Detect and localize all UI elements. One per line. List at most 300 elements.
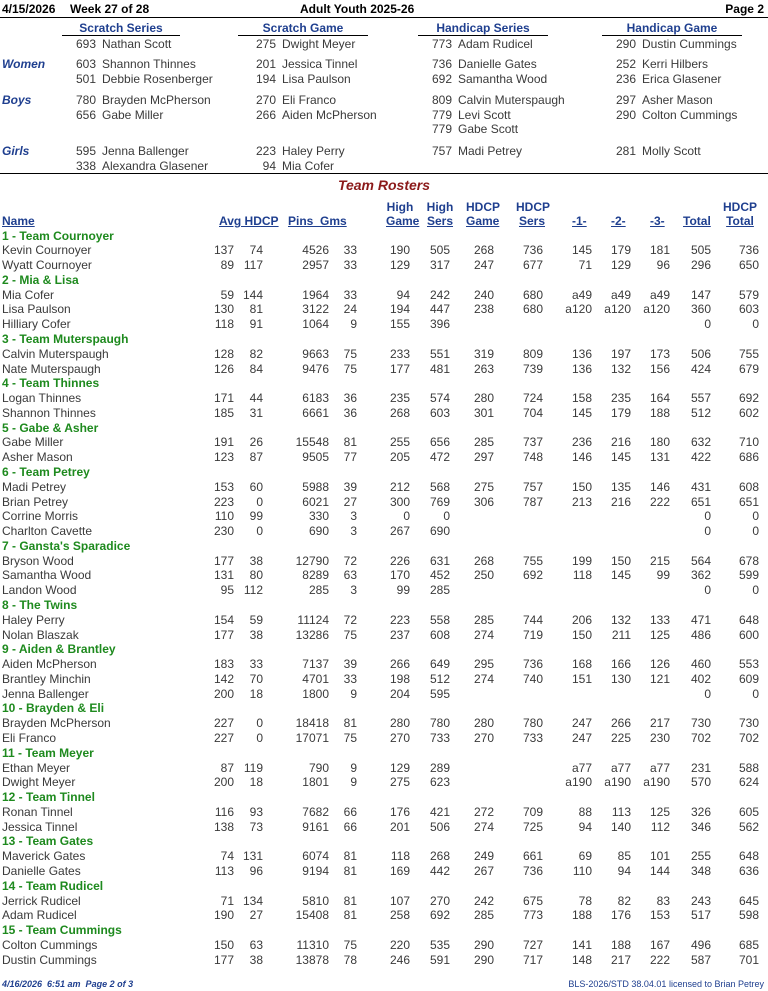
player-stat: 268 [473,243,494,258]
player-row [0,820,768,835]
player-name: Nolan Blaszak [2,627,79,642]
player-stat: 274 [473,671,494,686]
player-stat: 609 [738,671,759,686]
player-stat: 701 [738,952,759,967]
leader-entry [426,144,522,159]
player-stat: 422 [690,450,711,465]
player-stat: 249 [473,849,494,864]
player-stat: 3122 [302,302,329,317]
player-stat: 84 [249,361,263,376]
player-stat: 675 [522,893,543,908]
col-game-2: -2- [611,214,626,228]
player-stat: 0 [704,317,711,332]
player-stat: 275 [389,775,410,790]
player-stat: 225 [610,731,631,746]
leader-score: 275 [255,37,276,51]
leader-cell [250,37,355,52]
player-stat: 246 [389,952,410,967]
player-stat: 155 [389,317,410,332]
player-stat: 77 [343,450,357,465]
player-stat: 179 [610,405,631,420]
player-stat: 603 [429,405,450,420]
player-stat: 132 [610,612,631,627]
player-stat: 26 [249,435,263,450]
player-stat: 7682 [302,804,329,819]
player-row [0,731,768,746]
player-stat: 290 [473,952,494,967]
leader-entry [426,72,547,87]
player-stat: 136 [571,346,592,361]
player-stat: 330 [308,509,329,524]
player-stat: 600 [738,627,759,642]
player-name: Ethan Meyer [2,760,71,775]
leader-name: Calvin Muterspaugh [458,93,565,107]
player-stat: 216 [610,494,631,509]
player-stat: 690 [308,524,329,539]
leader-cell [610,93,737,122]
leader-score: 236 [615,71,636,86]
player-stat: 145 [571,405,592,420]
player-name: Brayden McPherson [2,716,111,731]
player-stat: 126 [649,657,670,672]
player-name: Hilliary Cofer [2,317,71,332]
col-high-sers-line2: Sers [426,214,454,228]
player-stat: 66 [343,819,357,834]
player-stat: 280 [389,716,410,731]
player-row [0,894,768,909]
player-stat: 81 [343,893,357,908]
player-stat: 506 [690,346,711,361]
player-row [0,524,768,539]
player-stat: 13286 [295,627,329,642]
player-name: Logan Thinnes [2,391,82,406]
leader-name: Jessica Tinnel [282,57,358,71]
player-stat: 99 [656,568,670,583]
player-stat: 18418 [295,716,329,731]
player-stat: 33 [343,671,357,686]
player-stat: a120 [643,302,670,317]
player-name: Corrine Morris [2,509,79,524]
player-stat: 755 [522,553,543,568]
player-stat: 243 [690,893,711,908]
leader-column-header: Handicap Game [602,22,742,36]
leader-entry [250,159,345,174]
player-stat: 81 [343,716,357,731]
player-stat: 360 [690,302,711,317]
player-stat: 136 [571,361,592,376]
player-stat: 266 [389,657,410,672]
player-stat: 421 [429,804,450,819]
leader-score: 693 [75,37,96,51]
player-row [0,628,768,643]
report-date: 4/15/2026 [2,2,56,16]
player-stat: 460 [690,657,711,672]
player-stat: 579 [738,287,759,302]
player-stat: 686 [738,450,759,465]
player-stat: 557 [690,391,711,406]
leader-score: 736 [431,57,452,71]
leader-score: 809 [431,93,452,107]
player-stat: 128 [213,346,234,361]
player-stat: 692 [522,568,543,583]
player-stat: 0 [704,583,711,598]
team-header: 6 - Team Petrey [2,464,90,479]
leader-name: Colton Cummings [642,107,738,122]
player-stat: 0 [752,317,759,332]
leader-score: 603 [75,57,96,71]
leader-name: Gabe Scott [458,122,519,136]
player-stat: 236 [571,435,592,450]
footer-left: 4/16/2026 6:51 am Page 2 of 3 [2,979,134,989]
player-stat: 130 [610,671,631,686]
player-stat: 737 [522,435,543,450]
player-stat: 131 [649,450,670,465]
leader-entry [250,37,355,52]
week-label: Week 27 of 28 [70,2,150,16]
player-stat: 599 [738,568,759,583]
player-stat: 362 [690,568,711,583]
player-stat: 217 [610,952,631,967]
player-row [0,716,768,731]
player-stat: 170 [389,568,410,583]
player-stat: 6183 [302,391,329,406]
player-name: Dustin Cummings [2,952,97,967]
leader-column-header: Handicap Series [418,22,548,36]
player-stat: 66 [343,804,357,819]
player-stat: 603 [738,302,759,317]
leader-cell [426,57,547,86]
player-stat: 33 [343,258,357,273]
col-high-game-line2: Game [386,214,420,228]
player-stat: 512 [429,671,450,686]
player-name: Eli Franco [2,731,57,746]
player-stat: 101 [649,849,670,864]
player-stat: 166 [610,657,631,672]
player-name: Jerrick Rudicel [2,893,81,908]
rosters-title: Team Rosters [337,177,431,193]
player-stat: 150 [571,479,592,494]
player-stat: 1800 [302,686,329,701]
player-stat: 396 [429,317,450,332]
player-stat: 197 [610,346,631,361]
leader-name: Mia Cofer [282,158,335,173]
leader-score: 281 [615,144,636,158]
player-stat: 274 [473,627,494,642]
player-stat: 200 [213,775,234,790]
player-stat: 95 [220,583,234,598]
player-row [0,554,768,569]
player-stat: 250 [473,568,494,583]
leader-entry [426,57,547,72]
player-stat: 198 [389,671,410,686]
player-stat: 685 [738,937,759,952]
player-stat: 144 [649,864,670,879]
leader-name: Eli Franco [282,93,337,107]
player-stat: 27 [249,908,263,923]
player-stat: 125 [649,804,670,819]
leader-name: Samantha Wood [458,71,548,86]
player-stat: 233 [389,346,410,361]
player-stat: 574 [429,391,450,406]
player-stat: 296 [690,258,711,273]
player-stat: 595 [429,686,450,701]
player-stat: 38 [249,553,263,568]
player-stat: 512 [690,405,711,420]
player-stat: 81 [343,908,357,923]
leader-name: Danielle Gates [458,57,537,71]
player-stat: 110 [572,864,592,879]
player-stat: 145 [610,450,631,465]
player-stat: 177 [213,627,234,642]
player-stat: 12790 [295,553,329,568]
team-header: 13 - Team Gates [2,834,94,849]
player-row [0,435,768,450]
player-stat: 33 [249,657,263,672]
player-stat: 63 [249,937,263,952]
player-stat: 33 [343,243,357,258]
leader-score: 779 [431,122,452,136]
player-stat: 177 [213,553,234,568]
player-stat: 190 [213,908,234,923]
player-stat: 8289 [302,568,329,583]
player-stat: 222 [649,952,670,967]
player-stat: 113 [611,804,631,819]
player-stat: 608 [738,479,759,494]
player-stat: 270 [389,731,410,746]
player-stat: 4526 [302,243,329,258]
col-high-game [386,200,420,228]
player-stat: 6021 [302,494,329,509]
leader-name: Asher Mason [642,93,713,107]
player-stat: 226 [389,553,410,568]
player-stat: 9 [350,775,357,790]
player-stat: 447 [429,302,450,317]
player-stat: 717 [522,952,543,967]
col-game-1: -1- [572,214,587,228]
player-stat: 733 [522,731,543,746]
player-stat: 156 [649,361,670,376]
player-stat: 44 [249,391,263,406]
player-stat: 177 [389,361,410,376]
player-stat: 154 [213,612,234,627]
player-stat: 631 [429,553,450,568]
player-row [0,362,768,377]
player-stat: 27 [343,494,357,509]
player-name: Colton Cummings [2,937,98,952]
player-stat: 0 [752,524,759,539]
player-row [0,583,768,598]
leader-score: 94 [262,158,276,173]
player-stat: 535 [429,937,450,952]
player-stat: 227 [213,731,234,746]
player-stat: 96 [656,258,670,273]
player-stat: 268 [389,405,410,420]
player-stat: 74 [249,243,263,258]
leader-name: Levi Scott [458,107,511,122]
player-stat: 0 [256,524,263,539]
leader-entry [250,57,357,72]
leader-name: Kerri Hilbers [642,57,709,71]
player-stat: 736 [522,864,543,879]
leader-name: Adam Rudicel [458,37,533,51]
player-stat: 235 [389,391,410,406]
player-stat: 17071 [295,731,329,746]
leader-column-header: Scratch Game [238,22,368,36]
player-stat: 153 [649,908,670,923]
col-hdcp-total-line1: HDCP [722,200,757,214]
leader-score: 270 [255,93,276,107]
player-row [0,406,768,421]
team-header: 1 - Team Cournoyer [2,228,114,243]
player-row [0,761,768,776]
leader-cell [70,37,171,52]
player-stat: 141 [571,937,592,952]
leader-cell [250,144,345,173]
player-stat: 730 [690,716,711,731]
player-name: Charlton Cavette [2,524,93,539]
player-stat: 740 [522,671,543,686]
player-stat: 0 [256,494,263,509]
player-stat: 240 [473,287,494,302]
col-hdcp-total [722,200,758,228]
player-stat: 18 [249,775,263,790]
player-stat: 424 [690,361,711,376]
player-stat: 144 [242,287,263,302]
col-hdcp-sers-line1: HDCP [516,200,551,214]
player-stat: 87 [249,450,263,465]
player-stat: 131 [213,568,234,583]
player-stat: 60 [249,479,263,494]
player-stat: 452 [429,568,450,583]
player-stat: 242 [473,893,494,908]
player-stat: 0 [403,509,410,524]
player-stat: 107 [389,893,410,908]
leader-name: Erica Glasener [642,71,722,86]
player-stat: 649 [429,657,450,672]
player-stat: 719 [522,627,543,642]
player-stat: 1064 [302,317,329,332]
leader-entry [610,93,737,108]
player-stat: 118 [214,317,234,332]
player-stat: 709 [522,804,543,819]
player-name: Aiden McPherson [2,657,97,672]
player-stat: 118 [390,849,410,864]
player-stat: 268 [429,849,450,864]
player-stat: 690 [429,524,450,539]
player-stat: 247 [473,258,494,273]
player-stat: 0 [752,686,759,701]
player-stat: 13878 [295,952,329,967]
leader-entry [250,108,377,123]
player-stat: 632 [690,435,711,450]
leader-cell [610,37,737,52]
leader-name: Aiden McPherson [282,107,377,122]
player-name: Jenna Ballenger [2,686,89,701]
player-name: Brantley Minchin [2,671,91,686]
leader-entry [610,57,721,72]
player-stat: 150 [610,553,631,568]
leader-name: Alexandra Glasener [102,158,209,173]
player-stat: 70 [249,671,263,686]
league-name: Adult Youth 2025-26 [300,2,415,16]
player-stat: 1964 [302,287,329,302]
player-stat: 9505 [302,450,329,465]
player-stat: 280 [473,391,494,406]
player-stat: 190 [389,243,410,258]
player-stat: 636 [738,864,759,879]
player-stat: 290 [473,937,494,952]
player-stat: 126 [213,361,234,376]
player-stat: 38 [249,952,263,967]
player-stat: 131 [242,849,263,864]
player-stat: 3 [350,509,357,524]
player-stat: 744 [522,612,543,627]
player-stat: 710 [738,435,759,450]
player-stat: 295 [473,657,494,672]
player-stat: 558 [429,612,450,627]
player-stat: 755 [738,346,759,361]
player-stat: 680 [522,287,543,302]
player-row [0,480,768,495]
leader-cell [70,57,213,86]
player-row [0,302,768,317]
player-stat: 656 [429,435,450,450]
player-stat: 9 [350,317,357,332]
team-header: 3 - Team Muterspaugh [2,331,129,346]
leader-entry [610,37,737,52]
player-stat: a77 [571,760,592,775]
player-stat: 736 [522,657,543,672]
player-stat: 150 [213,937,234,952]
player-stat: 692 [429,908,450,923]
player-stat: 18 [249,686,263,701]
leader-score: 773 [431,37,452,51]
player-name: Jessica Tinnel [2,819,78,834]
player-stat: 605 [738,804,759,819]
player-stat: 33 [343,287,357,302]
player-stat: 757 [522,479,543,494]
player-name: Nate Muterspaugh [2,361,101,376]
leader-score: 501 [75,71,96,86]
col-hdcp-sers-line2: Sers [518,214,546,228]
leader-score: 692 [431,71,452,86]
leader-entry [610,144,701,159]
player-stat: 267 [473,864,494,879]
player-stat: 171 [213,391,234,406]
player-stat: 11124 [297,612,329,627]
leaders-rule [0,173,768,174]
player-row [0,347,768,362]
player-stat: 651 [738,494,759,509]
player-stat: 81 [249,302,263,317]
player-stat: 270 [429,893,450,908]
player-stat: 138 [213,819,234,834]
player-stat: 506 [429,819,450,834]
player-stat: 91 [249,317,263,332]
player-stat: 38 [249,627,263,642]
player-stat: 623 [429,775,450,790]
leader-entry [70,159,208,174]
player-stat: 301 [473,405,494,420]
player-row [0,775,768,790]
leader-column-header: Scratch Series [62,22,180,36]
player-stat: 112 [243,583,263,598]
player-stat: 81 [343,435,357,450]
player-stat: 87 [220,760,234,775]
leader-entry [250,93,377,108]
player-stat: a120 [604,302,631,317]
player-name: Samantha Wood [2,568,92,583]
